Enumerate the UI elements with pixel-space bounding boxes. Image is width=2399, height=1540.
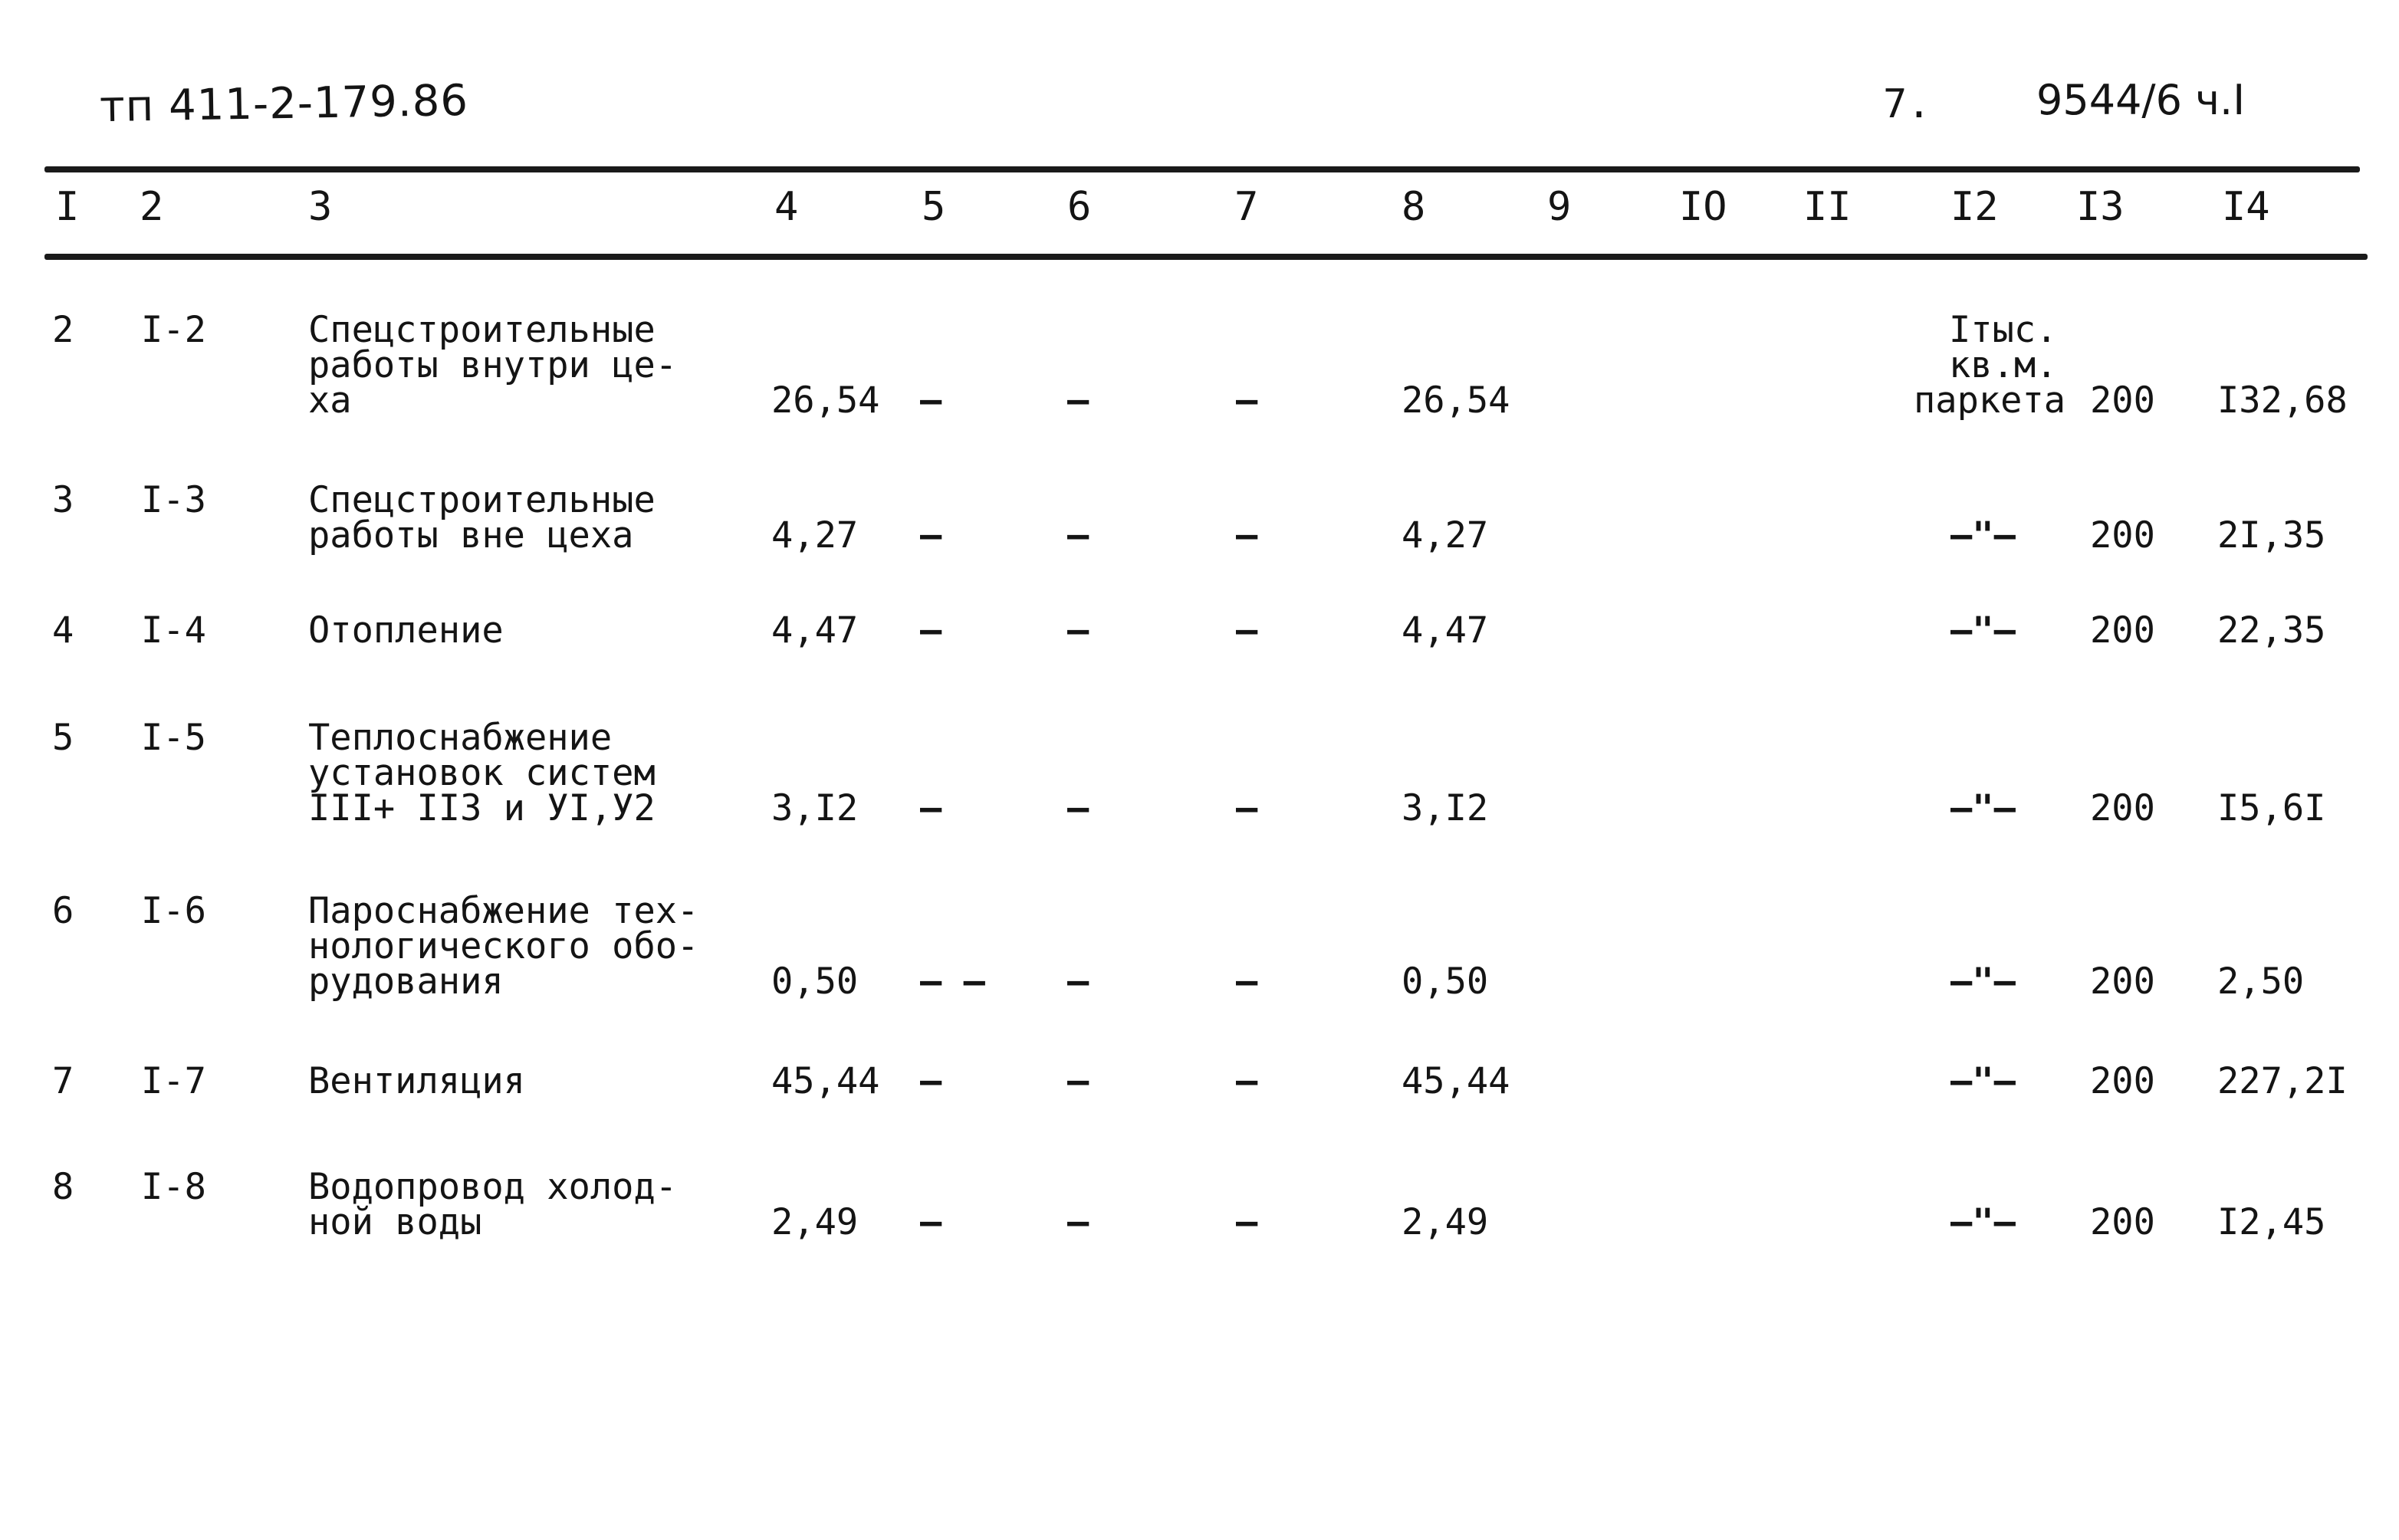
row-code: I-4 [141, 609, 206, 652]
row-number: 8 [52, 1166, 74, 1208]
dash-c6: – [1067, 1201, 1089, 1243]
unit-ditto: –"– [1950, 609, 2016, 652]
row-number: 3 [52, 479, 74, 521]
value-col-4: 3,I2 [771, 787, 859, 829]
unit-line: кв.м. [1949, 344, 2058, 386]
dash-c7: – [1236, 609, 1258, 652]
dash-c7: – [1236, 787, 1258, 829]
row-code: I-5 [141, 717, 206, 759]
column-header-2: 2 [140, 184, 164, 230]
row-number: 5 [52, 717, 74, 759]
column-header-8: 8 [1402, 184, 1426, 230]
value-col-8: 3,I2 [1402, 787, 1489, 829]
row-name-line: Вентиляция [308, 1060, 525, 1102]
unit-line: паркета [1914, 379, 2066, 422]
dash-c7: – [1236, 514, 1258, 557]
row-number: 4 [52, 609, 74, 652]
column-header-7: 7 [1234, 184, 1259, 230]
row-name-line: установок систем [308, 752, 656, 794]
value-col-8: 0,50 [1402, 960, 1489, 1003]
dash-c6: – [1067, 1060, 1089, 1102]
unit-ditto: –"– [1950, 787, 2016, 829]
value-col-13: 200 [2090, 379, 2155, 422]
row-number: 6 [52, 890, 74, 932]
row-name-line: ной воды [308, 1201, 482, 1243]
row-name-line: ха [308, 379, 352, 422]
row-name-line: Отопление [308, 609, 504, 652]
header-rule [44, 254, 2368, 260]
value-col-8: 45,44 [1402, 1060, 1510, 1102]
value-col-13: 200 [2090, 1201, 2155, 1243]
dash-c5: – – [920, 960, 985, 1003]
dash-c5: – [920, 609, 942, 652]
value-col-4: 4,47 [771, 609, 859, 652]
value-col-4: 0,50 [771, 960, 859, 1003]
column-header-3: 3 [308, 184, 333, 230]
dash-c7: – [1236, 1201, 1258, 1243]
row-code: I-2 [141, 309, 206, 351]
dash-c6: – [1067, 514, 1089, 557]
value-col-4: 2,49 [771, 1201, 859, 1243]
row-code: I-6 [141, 890, 206, 932]
column-header-1: I [55, 184, 80, 230]
column-header-11: II [1803, 184, 1852, 230]
dash-c7: – [1236, 960, 1258, 1003]
column-header-13: I3 [2076, 184, 2125, 230]
row-name-line: нологического обо- [308, 925, 699, 967]
dash-c5: – [920, 1201, 942, 1243]
row-name-line: Теплоснабжение [308, 717, 613, 759]
document-code: тп 411-2-179.86 [99, 75, 469, 133]
value-col-13: 200 [2090, 1060, 2155, 1102]
unit-ditto: –"– [1950, 514, 2016, 557]
top-rule [44, 166, 2360, 172]
value-col-14: I2,45 [2217, 1201, 2326, 1243]
row-name-line: Водопровод холод- [308, 1166, 678, 1208]
value-col-14: 2I,35 [2217, 514, 2326, 557]
sheet-reference: 9544/6 ч.I [2036, 76, 2246, 124]
row-number: 7 [52, 1060, 74, 1102]
value-col-8: 26,54 [1402, 379, 1510, 422]
value-col-14: 22,35 [2217, 609, 2326, 652]
value-col-4: 4,27 [771, 514, 859, 557]
dash-c6: – [1067, 609, 1089, 652]
row-code: I-8 [141, 1166, 206, 1208]
value-col-13: 200 [2090, 514, 2155, 557]
row-name-line: работы внутри це- [308, 344, 678, 386]
value-col-8: 4,47 [1402, 609, 1489, 652]
value-col-13: 200 [2090, 960, 2155, 1003]
row-name-line: Спецстроительные [308, 479, 656, 521]
value-col-13: 200 [2090, 609, 2155, 652]
value-col-13: 200 [2090, 787, 2155, 829]
value-col-4: 45,44 [771, 1060, 880, 1102]
row-name-line: рудования [308, 960, 504, 1003]
row-name-line: Пароснабжение тех- [308, 890, 699, 932]
value-col-8: 4,27 [1402, 514, 1489, 557]
value-col-14: I32,68 [2217, 379, 2348, 422]
column-header-5: 5 [922, 184, 946, 230]
row-name-line: Спецстроительные [308, 309, 656, 351]
row-name-line: работы вне цеха [308, 514, 634, 557]
dash-c6: – [1067, 787, 1089, 829]
value-col-14: 227,2I [2217, 1060, 2348, 1102]
row-name-line: III+ II3 и УI,У2 [308, 787, 656, 829]
dash-c5: – [920, 787, 942, 829]
value-col-4: 26,54 [771, 379, 880, 422]
unit-ditto: –"– [1950, 1201, 2016, 1243]
column-header-14: I4 [2222, 184, 2270, 230]
unit-line: Iтыс. [1949, 309, 2058, 351]
dash-c6: – [1067, 379, 1089, 422]
page-number: 7. [1883, 81, 1931, 127]
column-header-10: IO [1679, 184, 1727, 230]
dash-c5: – [920, 514, 942, 557]
row-number: 2 [52, 309, 74, 351]
dash-c5: – [920, 1060, 942, 1102]
value-col-14: I5,6I [2217, 787, 2326, 829]
column-header-12: I2 [1950, 184, 1999, 230]
dash-c7: – [1236, 1060, 1258, 1102]
dash-c7: – [1236, 379, 1258, 422]
dash-c6: – [1067, 960, 1089, 1003]
row-code: I-7 [141, 1060, 206, 1102]
column-header-9: 9 [1547, 184, 1572, 230]
value-col-8: 2,49 [1402, 1201, 1489, 1243]
unit-ditto: –"– [1950, 960, 2016, 1003]
dash-c5: – [920, 379, 942, 422]
unit-ditto: –"– [1950, 1060, 2016, 1102]
value-col-14: 2,50 [2217, 960, 2305, 1003]
column-header-6: 6 [1067, 184, 1092, 230]
column-header-4: 4 [774, 184, 799, 230]
row-code: I-3 [141, 479, 206, 521]
